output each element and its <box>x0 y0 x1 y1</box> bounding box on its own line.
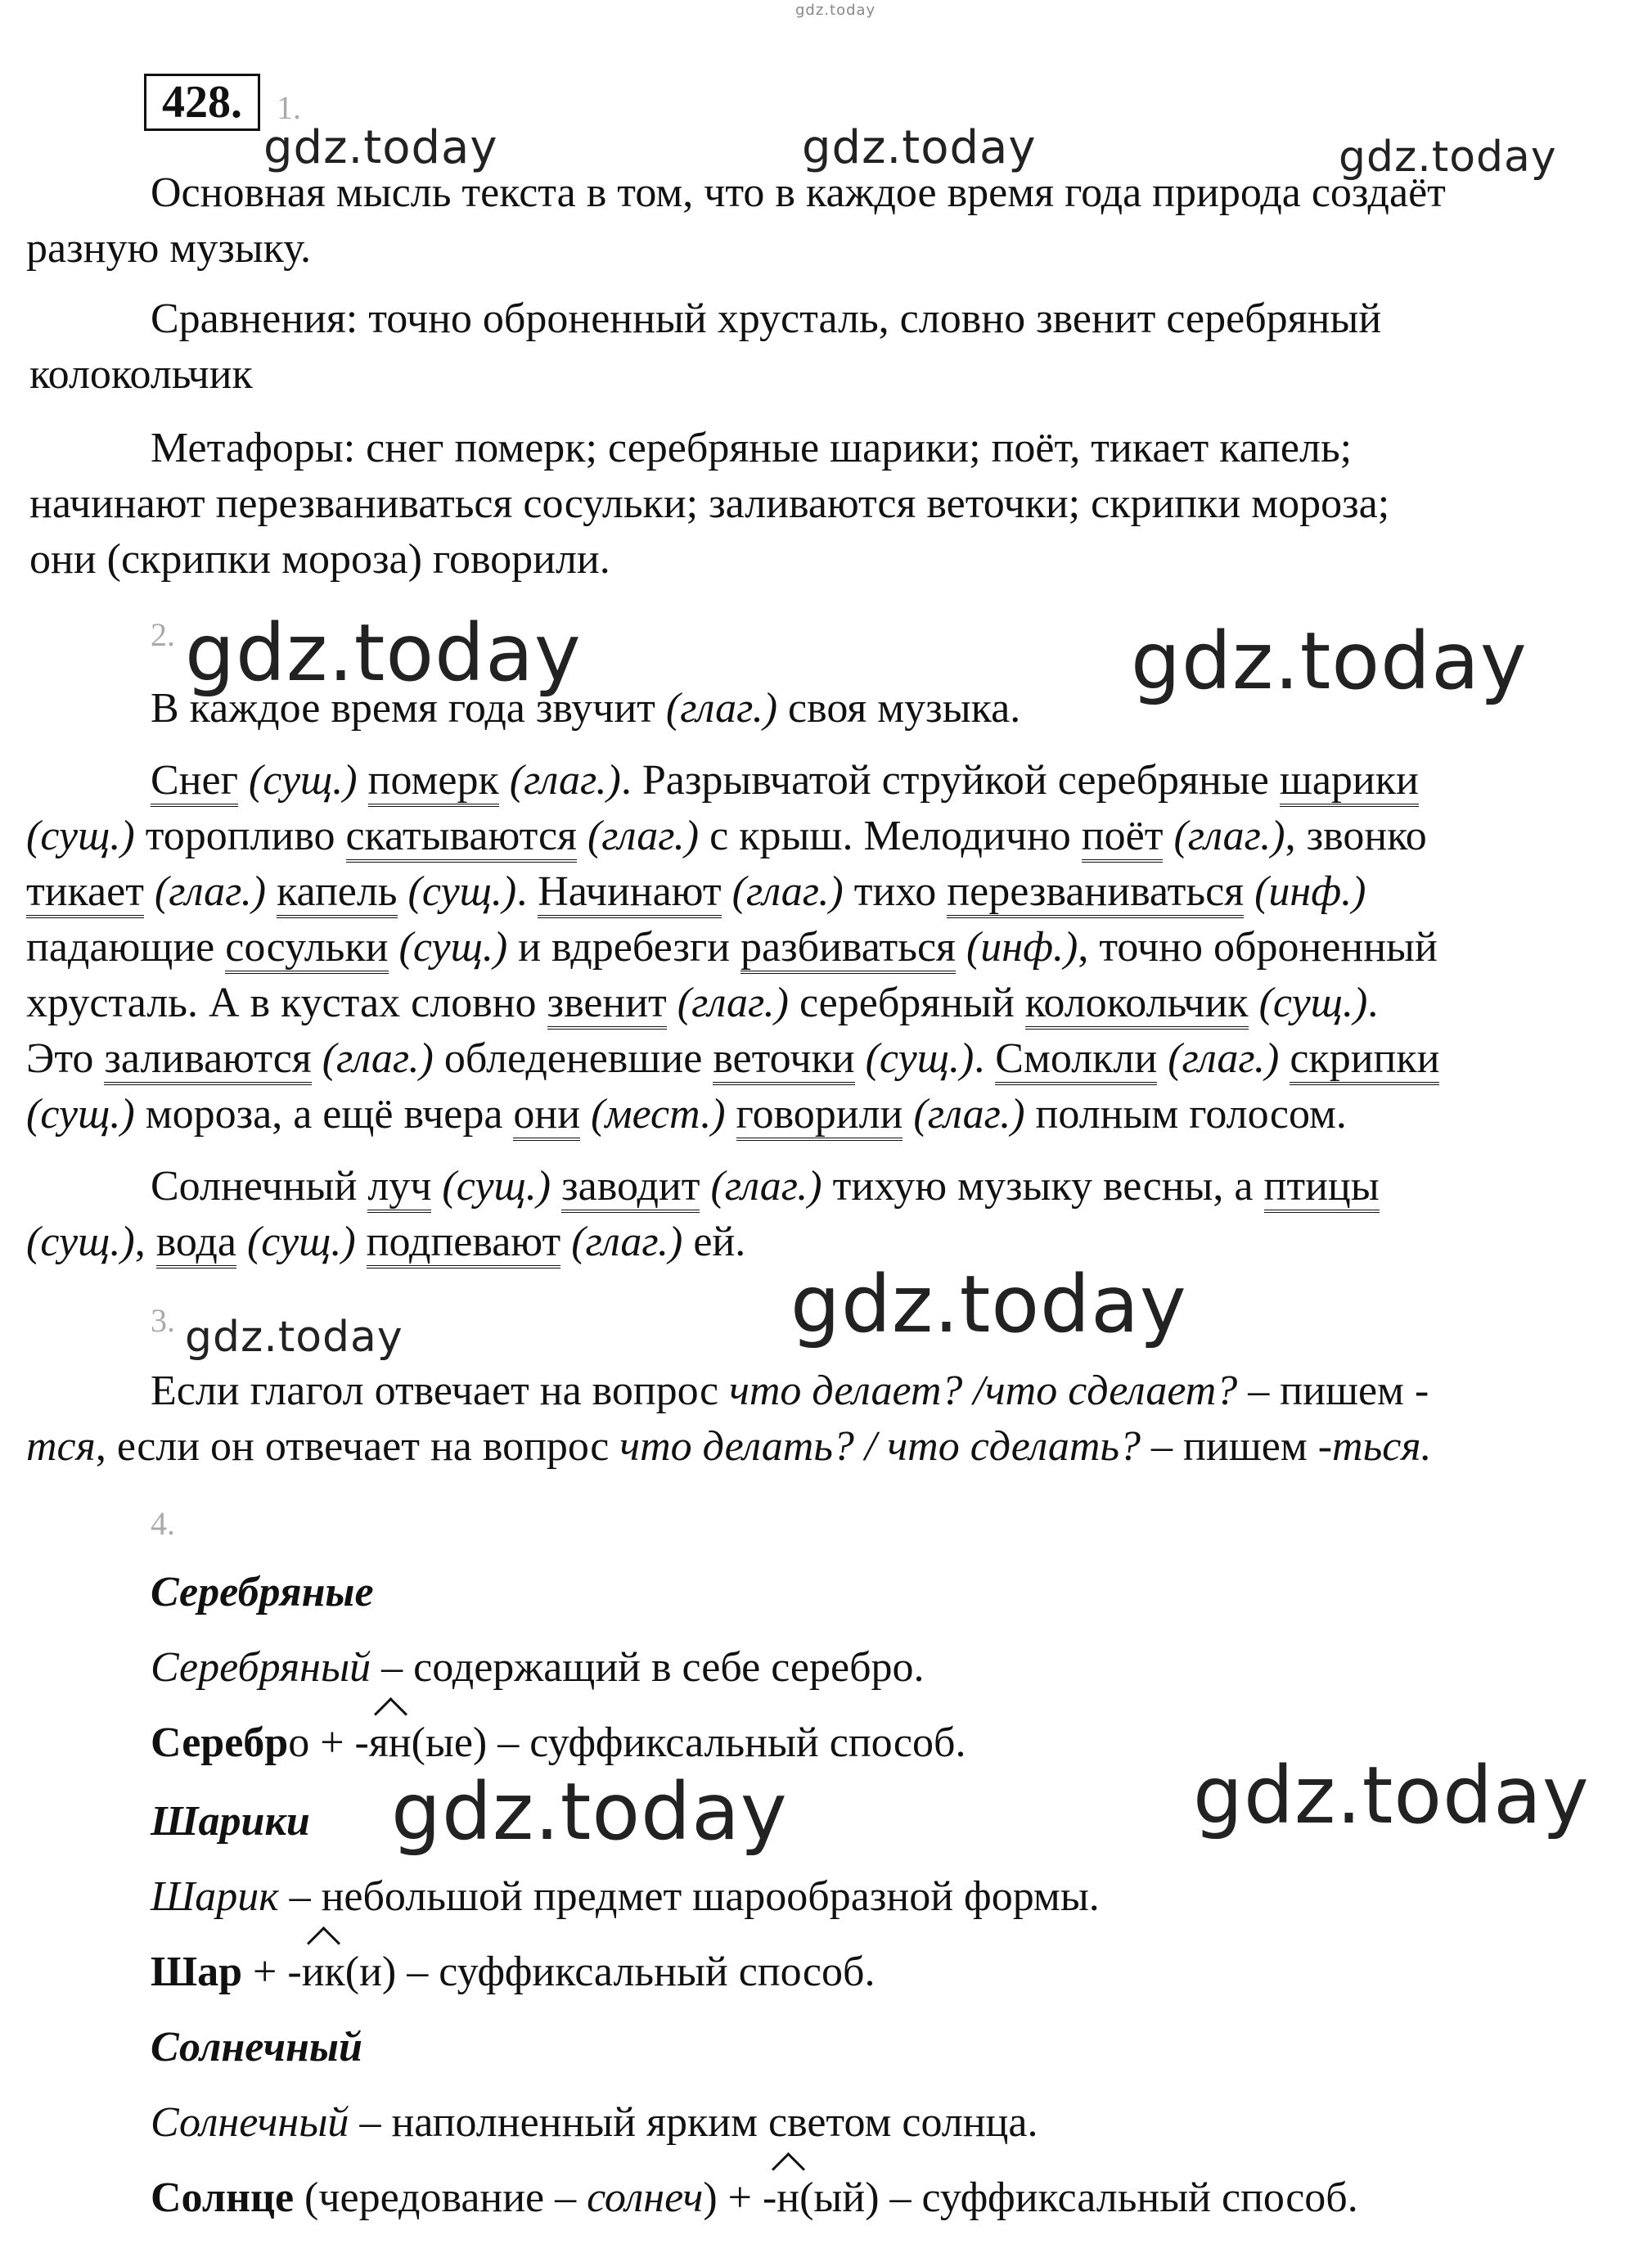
part-number: 2. <box>151 616 175 653</box>
watermark: gdz.today <box>185 1313 403 1362</box>
text-line: разную музыку. <box>26 225 312 272</box>
watermark: gdz.today <box>802 121 1037 174</box>
watermark: gdz.today <box>1131 615 1528 707</box>
morpheme-line: Солнце (чередование – солнеч) + -н(ый) – суффиксальный способ. <box>151 2172 1358 2224</box>
text-line: Солнечный луч (сущ.) заводит (глаг.) тихую музыку весны, а птицы <box>151 1160 1380 1213</box>
text-line: Снег (сущ.) померк (глаг.). Разрывчатой струйкой серебряные шарики <box>151 755 1419 807</box>
watermark: gdz.today <box>790 1259 1187 1350</box>
text-line: они (скрипки мороза) говорили. <box>29 536 610 583</box>
watermark: gdz.today <box>391 1766 788 1858</box>
text-line: начинают перезваниваться сосульки; заливаются веточки; скрипки мороза; <box>29 480 1390 527</box>
definition-line: Солнечный – наполненный ярким светом солнца. <box>151 2099 1038 2146</box>
text-line: Сравнения: точно оброненный хрусталь, словно звенит серебряный <box>151 295 1382 342</box>
word-heading: Шарики <box>151 1798 310 1845</box>
word-heading: Солнечный <box>151 2024 362 2070</box>
watermark: gdz.today <box>263 121 498 174</box>
exercise-number: 428. <box>144 74 260 131</box>
text-line: В каждое время года звучит (глаг.) своя музыка. <box>151 685 1021 732</box>
text-line: Если глагол отвечает на вопрос что делает? /что сделает? – пишем - <box>151 1368 1429 1414</box>
suffix-mark: ик <box>302 1946 345 1998</box>
watermark-top: gdz.today <box>795 2 876 19</box>
morpheme-line: Шар + -ик(и) – суффиксальный способ. <box>151 1946 875 1998</box>
text-line: тикает (глаг.) капель (сущ.). Начинают (глаг.) тихо перезваниваться (инф.) <box>26 866 1366 918</box>
part-number: 3. <box>151 1302 175 1339</box>
text-line: (сущ.), вода (сущ.) подпевают (глаг.) ей. <box>26 1216 745 1268</box>
part-number: 1. <box>277 89 301 126</box>
watermark: gdz.today <box>185 607 582 699</box>
suffix-mark: ян <box>369 1717 412 1769</box>
suffix-mark: н <box>776 2172 799 2224</box>
text-line: Это заливаются (глаг.) обледеневшие веточки (сущ.). Смолкли (глаг.) скрипки <box>26 1033 1439 1085</box>
text-line: Метафоры: снег померк; серебряные шарики; поёт, тикает капель; <box>151 425 1353 471</box>
text-line: (сущ.) мороза, а ещё вчера они (мест.) говорили (глаг.) полным голосом. <box>26 1088 1347 1141</box>
watermark: gdz.today <box>1193 1750 1590 1841</box>
word-heading: Серебряные <box>151 1569 374 1615</box>
definition-line: Серебряный – содержащий в себе серебро. <box>151 1644 925 1691</box>
text-line: (сущ.) торопливо скатываются (глаг.) с крыш. Мелодично поёт (глаг.), звонко <box>26 810 1427 863</box>
part-number: 4. <box>151 1505 175 1542</box>
watermark: gdz.today <box>1339 133 1557 182</box>
morpheme-line: Серебро + -ян(ые) – суффиксальный способ. <box>151 1717 966 1769</box>
text-line: падающие сосульки (сущ.) и вдребезги разбиваться (инф.), точно оброненный <box>26 921 1438 974</box>
text-line: Основная мысль текста в том, что в каждое время года природа создаёт <box>151 169 1446 216</box>
definition-line: Шарик – небольшой предмет шарообразной формы. <box>151 1873 1100 1920</box>
text-line: тся, если он отвечает на вопрос что делать? / что сделать? – пишем -ться. <box>26 1423 1432 1470</box>
text-line: колокольчик <box>29 351 253 398</box>
text-line: хрусталь. А в кустах словно звенит (глаг.) серебряный колокольчик (сущ.). <box>26 977 1378 1030</box>
